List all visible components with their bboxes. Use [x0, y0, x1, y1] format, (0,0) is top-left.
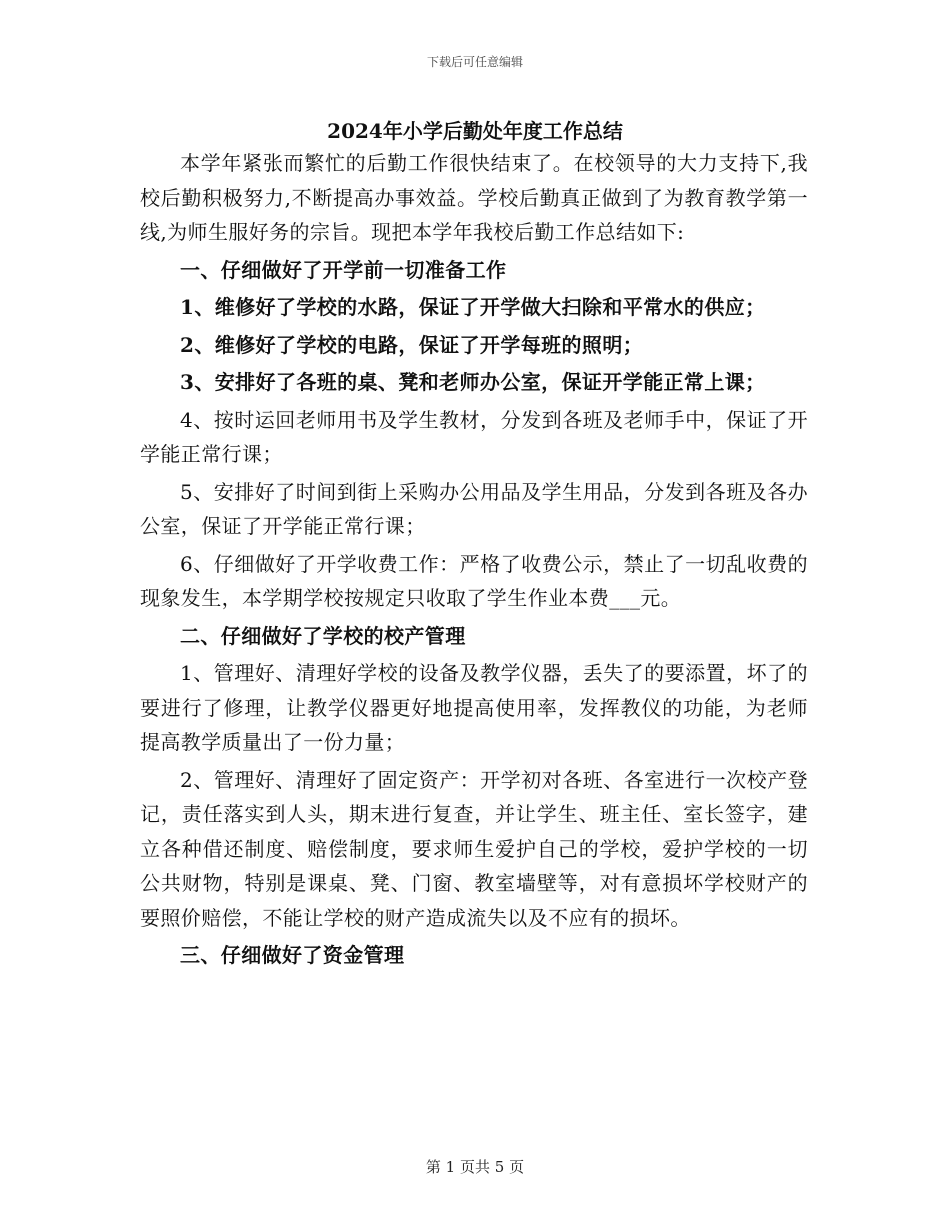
intro-paragraph: 本学年紧张而繁忙的后勤工作很快结束了。在校领导的大力支持下,我校后勤积极努力,不断提高办事效益。学校后勤真正做到了为教育教学第一线,为师生服好务的宗旨。现把本学年我校后勤工作总结如下: — [140, 151, 808, 244]
section-1-item-4: 4、按时运回老师用书及学生教材，分发到各班及老师手中，保证了开学能正常行课； — [140, 407, 808, 466]
section-2-heading: 二、仔细做好了学校的校产管理 — [180, 623, 466, 648]
document-body — [140, 146, 808, 973]
section-2-item-1: 1、管理好、清理好学校的设备及教学仪器，丢失了的要添置，坏了的要进行了修理，让教学仪器更好地提高使用率，发挥教仪的功能，为老师提高教学质量出了一份力量； — [140, 661, 808, 754]
section-1-item-6: 6、仔细做好了开学收费工作：严格了收费公示，禁止了一切乱收费的现象发生，本学期学校按规定只收取了学生作业本费___元。 — [140, 551, 808, 610]
section-3-heading: 三、仔细做好了资金管理 — [180, 943, 405, 967]
section-1-item-1: 1、维修好了学校的水路，保证了开学做大扫除和平常水的供应； — [180, 295, 766, 319]
section-1-heading: 一、仔细做好了开学前一切准备工作 — [180, 257, 507, 282]
page-number: 第 1 页共 5 页 — [425, 1158, 525, 1176]
page-header-note: 下载后可任意编辑 — [426, 55, 523, 69]
document-title: 2024年小学后勤处年度工作总结 — [327, 119, 623, 143]
section-2-item-2: 2、管理好、清理好了固定资产：开学初对各班、各室进行一次校产登记，责任落实到人头，期末进行复查，并让学生、班主任、室长签字，建立各种借还制度、赔偿制度，要求师生爱护自己的学校，爱护学校的一切公共财物，特别是课桌、凳、门窗、教室墙壁等，对有意损坏学校财产的要照价赔偿，不能让学校的财产造成流失以及不应有的损坏。 — [140, 767, 808, 930]
section-1-item-3: 3、安排好了各班的桌、凳和老师办公室，保证开学能正常上课； — [180, 370, 766, 394]
section-1-item-5: 5、安排好了时间到街上采购办公用品及学生用品，分发到各班及各办公室，保证了开学能正常行课； — [140, 479, 808, 538]
section-1-item-2: 2、维修好了学校的电路，保证了开学每班的照明； — [180, 332, 644, 357]
